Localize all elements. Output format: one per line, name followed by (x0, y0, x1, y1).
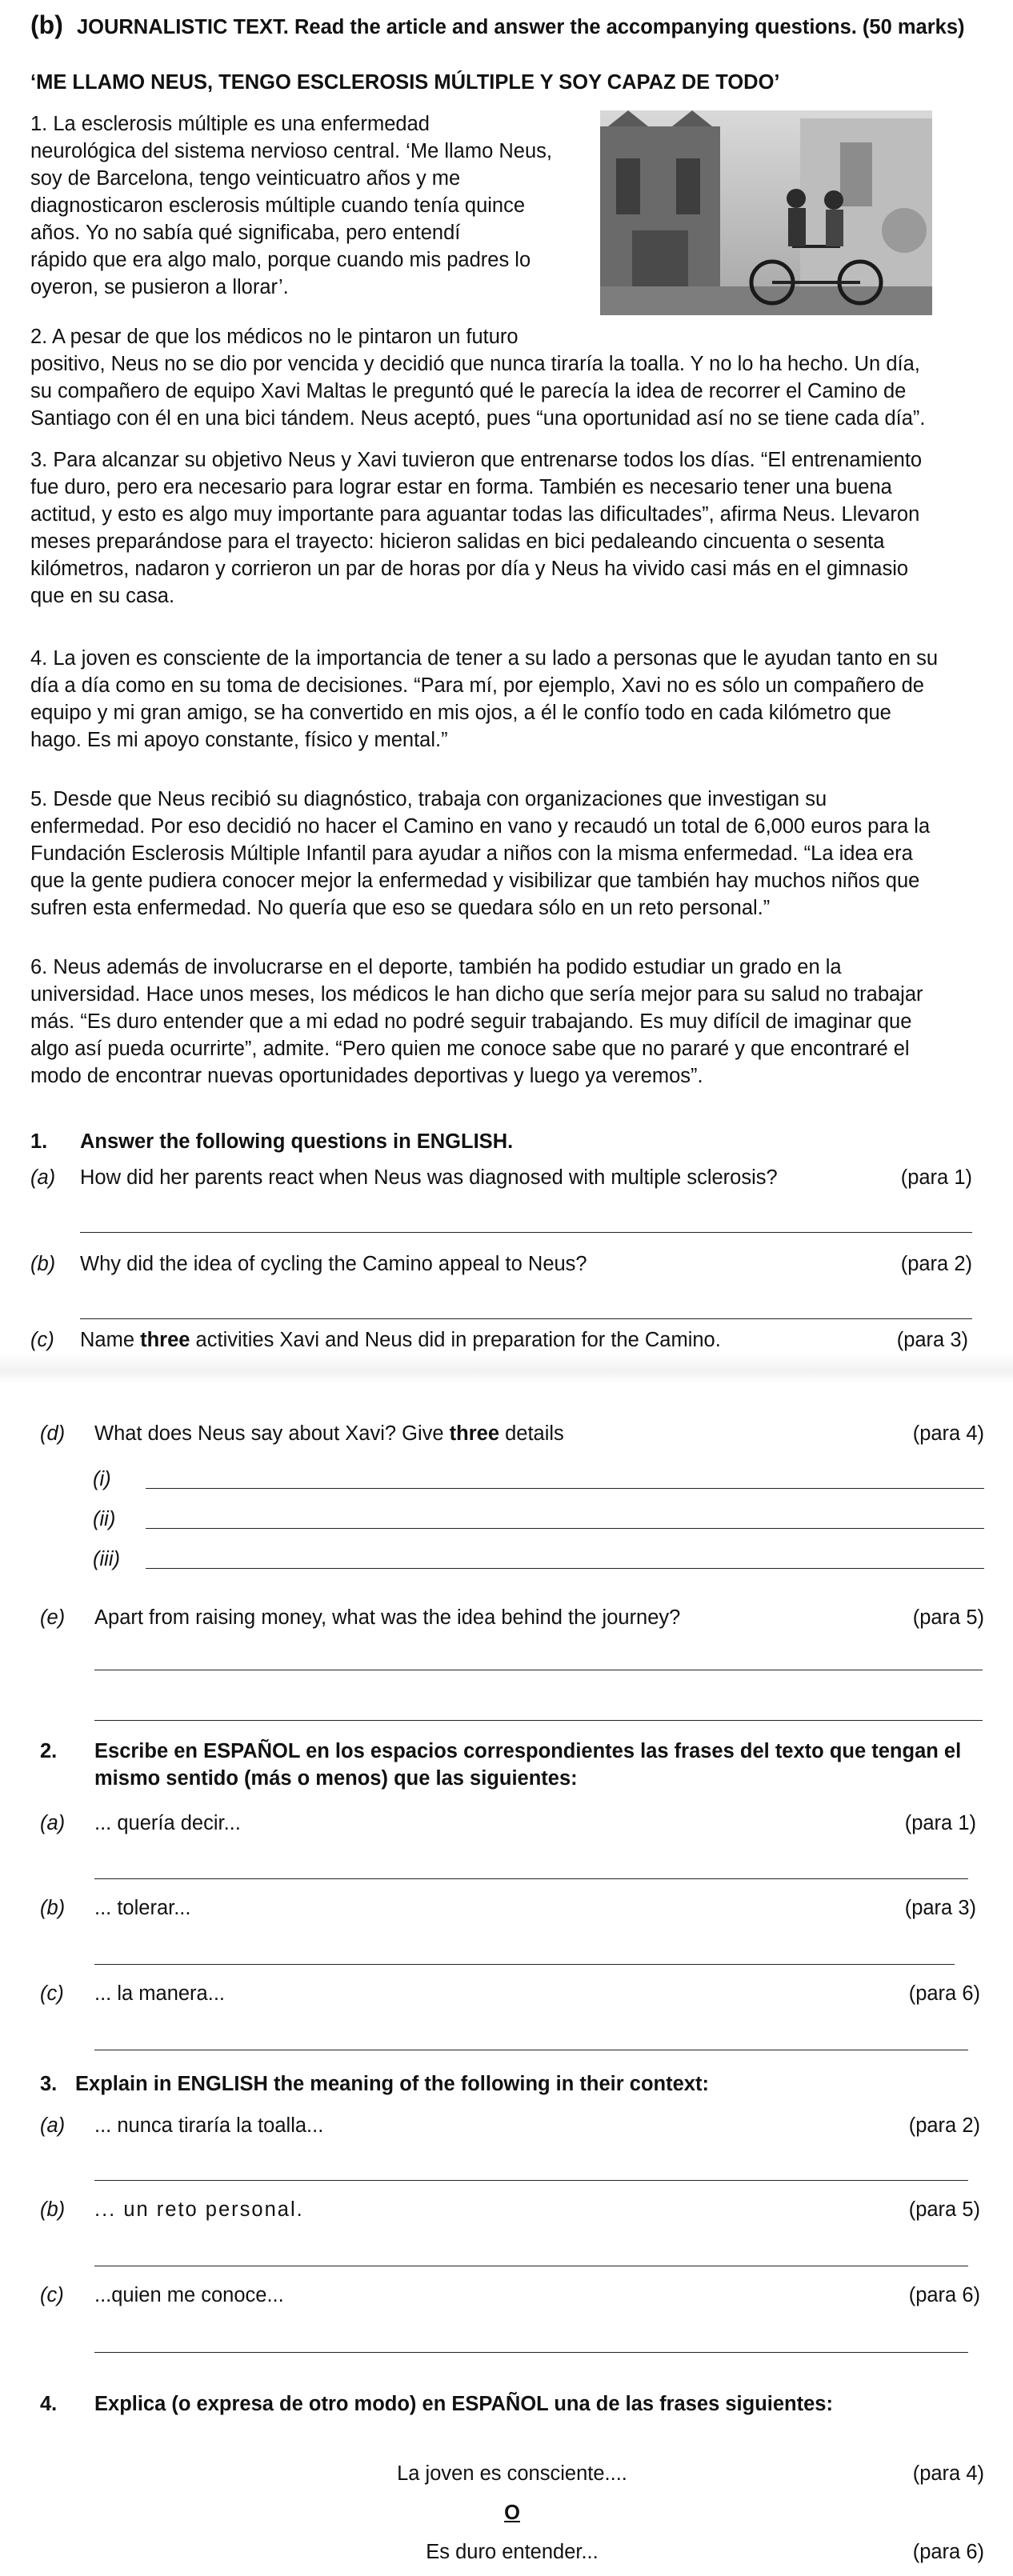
q3-number: 3. (40, 2073, 58, 2095)
q1-heading: Answer the following questions in ENGLISH. (80, 1130, 514, 1153)
q1e-letter: (e) (40, 1606, 66, 1629)
q1b-letter: (b) (30, 1253, 56, 1275)
article-title: ‘ME LLAMO NEUS, TENGO ESCLEROSIS MÚLTIPLE Y SOY CAPAZ DE TODO’ (30, 71, 780, 94)
q3c-letter: (c) (40, 2284, 64, 2306)
q3b-letter: (b) (40, 2198, 66, 2221)
q1a-ref: (para 1) (900, 1166, 972, 1189)
q4-number: 4. (40, 2393, 58, 2415)
q2c-letter: (c) (40, 1982, 64, 2005)
q3c-text: ...quien me conoce... (94, 2284, 284, 2306)
q2a-text: ... quería decir... (94, 1812, 241, 1834)
article-para-5: 5. Desde que Neus recibió su diagnóstico, trabaja con organizaciones que investigan su enfermedad. Por eso decidió no hacer el Camino en vano y recaudó un total de 6,000 euros para la Fundación Esclerosis Múltiple Infantil para ayudar a niños con la misma enfermedad. “La idea era que la gente pudiera conocer mejor la enfermedad y visibilizar que también hay muchos niños que sufren esta enfermedad. No quería que eso se quedara sólo en un reto personal.” (30, 788, 931, 919)
q3c-ref: (para 6) (908, 2284, 980, 2306)
q1d-letter: (d) (40, 1422, 66, 1445)
q1d-i-answer-line[interactable] (146, 1488, 984, 1489)
q1d-iii-answer-line[interactable] (146, 1568, 984, 1569)
q2a-letter: (a) (40, 1812, 66, 1834)
q1d-text: What does Neus say about Xavi? Give three details (94, 1422, 564, 1445)
q4-heading: Explica (o expresa de otro modo) en ESPAÑOL una de las frases siguientes: (94, 2393, 833, 2415)
q2b-answer-line[interactable] (94, 1964, 955, 1965)
q1a-text: How did her parents react when Neus was diagnosed with multiple sclerosis? (80, 1166, 778, 1189)
q1b-text: Why did the idea of cycling the Camino appeal to Neus? (80, 1253, 587, 1275)
q2b-ref: (para 3) (904, 1897, 976, 1919)
q1e-ref: (para 5) (912, 1606, 984, 1629)
q1c-text: Name three activities Xavi and Neus did in preparation for the Camino. (80, 1329, 721, 1351)
q4-option-1-ref: (para 4) (912, 2462, 984, 2485)
q2c-text: ... la manera... (94, 1982, 225, 2005)
q2b-text: ... tolerar... (94, 1897, 191, 1919)
q1d-item-iii: (iii) (93, 1548, 120, 1570)
q1d-item-ii: (ii) (93, 1508, 116, 1530)
article-photo (600, 110, 932, 315)
q3c-answer-line[interactable] (94, 2352, 968, 2353)
q1c-letter: (c) (30, 1329, 54, 1351)
q3-heading: Explain in ENGLISH the meaning of the following in their context: (75, 2073, 709, 2095)
q1e-text: Apart from raising money, what was the idea behind the journey? (94, 1606, 681, 1629)
q3a-ref: (para 2) (908, 2114, 980, 2137)
q4-option-1: La joven es consciente.... (397, 2462, 627, 2485)
article-para-6: 6. Neus además de involucrarse en el deporte, también ha podido estudiar un grado en la universidad. Hace unos meses, los médicos le han dicho que sería mejor para su salud no trabajar más. “Es duro entender que a mi edad no podré seguir trabajando. Es muy difícil de imaginar que algo así pueda ocurrirte”, admite. “Pero quien me conoce sabe que no pararé y que encontraré el modo de encontrar nuevas oportunidades deportivas y luego ya veremos”. (30, 956, 923, 1087)
q3a-text: ... nunca tiraría la toalla... (94, 2114, 324, 2137)
q2a-ref: (para 1) (904, 1812, 976, 1834)
q2a-answer-line[interactable] (94, 1878, 968, 1879)
q1d-ref: (para 4) (912, 1422, 984, 1445)
section-instruction: JOURNALISTIC TEXT. Read the article and answer the accompanying questions. (50 marks) (76, 16, 965, 38)
q2-heading: Escribe en ESPAÑOL en los espacios correspondientes las frases del texto que tengan el mismo sentido (más o menos) que las siguientes: (94, 1740, 962, 1790)
q1d-ii-answer-line[interactable] (146, 1528, 984, 1529)
q3a-answer-line[interactable] (94, 2180, 968, 2181)
q3a-letter: (a) (40, 2114, 66, 2137)
article-para-3: 3. Para alcanzar su objetivo Neus y Xavi tuvieron que entrenarse todos los días. “El entrenamiento fue duro, pero era necesario para lograr estar en forma. También es necesario tener una buena actitud, y esto es algo muy importante para aguantar todas las dificultades”, afirma Neus. Llevaron meses preparándose para el trayecto: hicieron salidas en bici pedaleando cincuenta o sesenta kilómetros, nadaron y corrieron un par de horas por día y Neus ha vivido casi más en el gimnasio que en su casa. (30, 449, 923, 607)
section-label: (b) (30, 10, 63, 39)
q1b-ref: (para 2) (900, 1253, 972, 1275)
q1c-ref: (para 3) (896, 1329, 968, 1351)
q1d-item-i: (i) (93, 1468, 111, 1490)
article-para-4: 4. La joven es consciente de la importancia de tener a su lado a personas que le ayudan tanto en su día a día como en su toma de decisiones. “Para mí, por ejemplo, Xavi no es sólo un compañero de equipo y mi gran amigo, se ha convertido en mis ojos, a él le confío todo en cada kilómetro que hago. Es mi apoyo constante, físico y mental.” (30, 647, 939, 751)
section-header (30, 11, 991, 41)
q3b-ref: (para 5) (908, 2198, 980, 2221)
q1a-answer-line[interactable] (80, 1232, 972, 1233)
q2c-ref: (para 6) (908, 1982, 980, 2005)
q1a-letter: (a) (30, 1166, 56, 1189)
q2-number: 2. (40, 1740, 58, 1762)
q1-number: 1. (30, 1130, 48, 1153)
q3b-text: ... un reto personal. (94, 2198, 304, 2221)
q1b-answer-line[interactable] (80, 1318, 972, 1319)
q4-option-2-ref: (para 6) (912, 2541, 984, 2563)
q4-or: O (504, 2502, 520, 2524)
q1e-answer-line-2[interactable] (94, 1720, 983, 1721)
page-fold-shadow (0, 1352, 1013, 1384)
article-para-1: 1. La esclerosis múltiple es una enfermedad neurológica del sistema nervioso central. ‘Me llamo Neus, soy de Barcelona, tengo veinticuatro años y me diagnosticaron esclerosis múltiple cuando tenía quince años. Yo no sabía qué significaba, pero entendí rápido que era algo malo, porque cuando mis padres lo oyeron, se pusieron a llorar’. (30, 113, 552, 298)
q4-option-2: Es duro entender... (426, 2541, 599, 2563)
article-para-2: 2. A pesar de que los médicos no le pintaron un futuro positivo, Neus no se dio por vencida y decidió que nunca tiraría la toalla. Y no lo ha hecho. Un día, su compañero de equipo Xavi Maltas le preguntó qué le parecía la idea de recorrer el Camino de Santiago con él en una bici tándem. Neus aceptó, pues “una oportunidad así no se tiene cada día”. (30, 326, 926, 430)
q2b-letter: (b) (40, 1897, 66, 1919)
tandem-cyclists-photo (600, 110, 932, 315)
